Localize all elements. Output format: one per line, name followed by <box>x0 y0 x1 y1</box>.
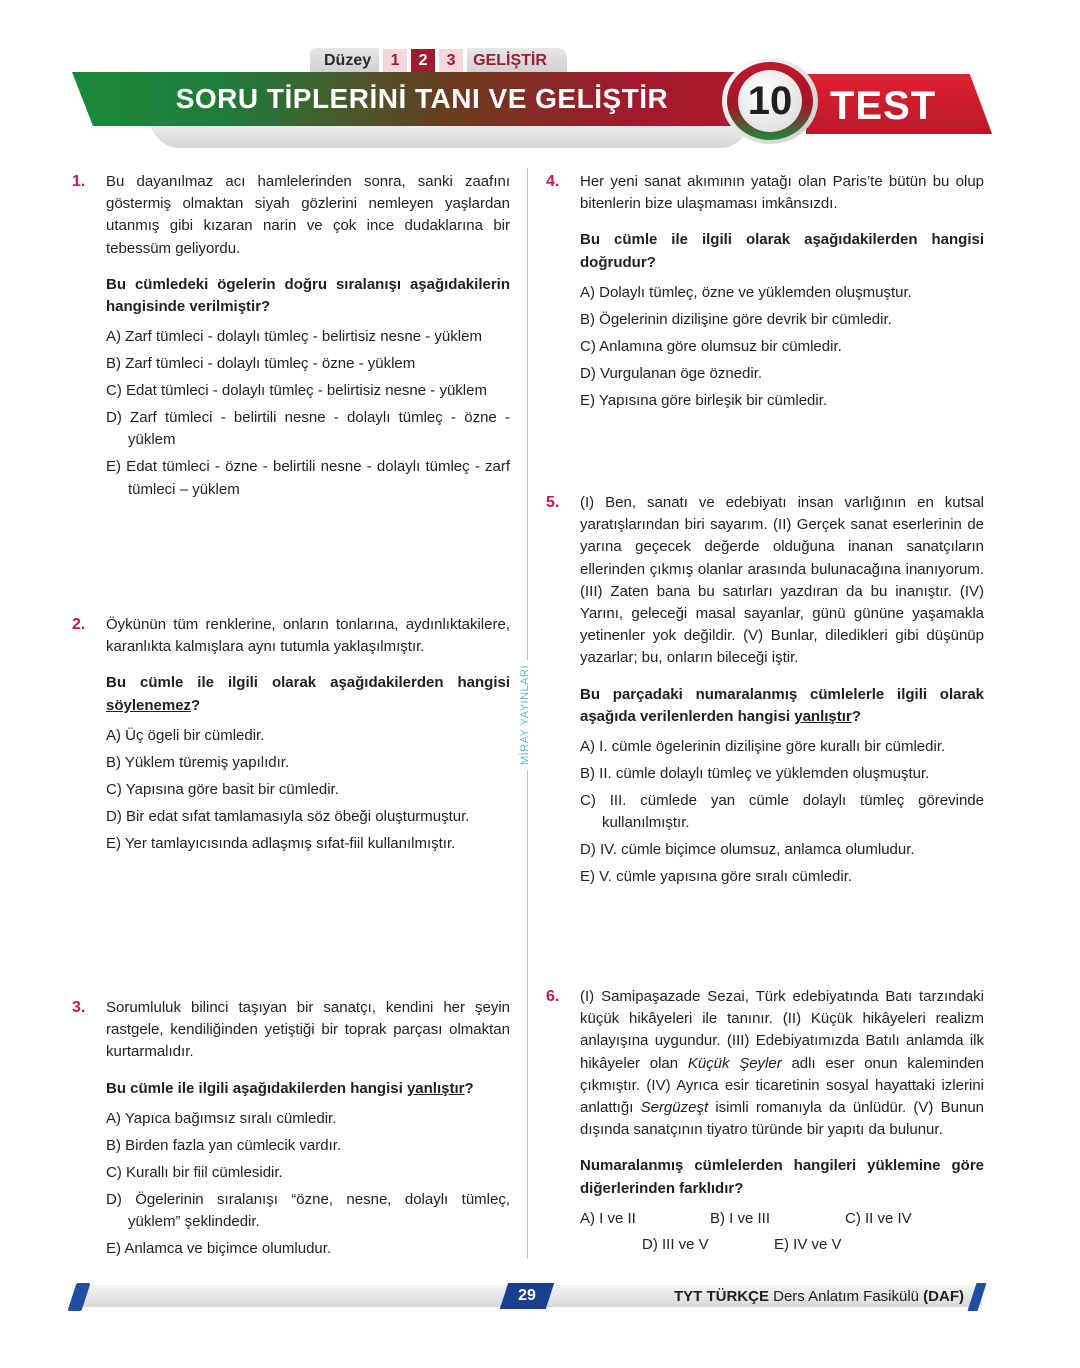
question-number: 2. <box>72 616 86 633</box>
footer-title <box>674 1286 964 1308</box>
stem-end: ? <box>464 1079 474 1097</box>
page-title: SORU TİPLERİNİ TANI VE GELİŞTİR <box>175 83 669 114</box>
question-text: (I) Ben, sanatı ve edebiyatı insan varlığının en kutsal yaratışlarından biri sayarım. (II) Gerçek sanat eserlerinin de yarına geçecek değerde olduğuna inanan sanatçıların ellerinden çıkmış olanlar arasında bulunacağına inanıyorum. (III) Zaten bana bu satırları yazdıran da bu inanıştır. (IV) Yarını, geleceği masal sayanlar, günü gününe yaşamakla yetinenler yok değildir. (V) Bunlar, diledikleri gibi düşünüp yazarlar; bu, onların bileceği iştir. <box>580 494 984 667</box>
question-text: Bu dayanılmaz acı hamlelerinden sonra, sanki zaafını göstermiş olmaktan siyah gözlerini nemleyen yaşlardan utanmış gibi kızaran narin ve çok ince dudaklarına bir tebessüm geliyordu. <box>106 173 510 257</box>
question-text <box>580 986 984 1141</box>
level-suffix: GELİŞTİR <box>467 48 567 74</box>
option-d[interactable]: D) III ve V <box>642 1235 709 1253</box>
footer-title-regular: Ders Anlatım Fasikülü <box>768 1288 924 1305</box>
option-e[interactable]: E) IV ve V <box>774 1235 842 1253</box>
option-a[interactable]: A) Yapıca bağımsız sıralı cümledir. <box>106 1109 337 1127</box>
question-2 <box>72 614 510 860</box>
page-number: 29 <box>518 1287 536 1304</box>
option-d[interactable]: D) Zarf tümleci - belirtili nesne - dolaylı tümleç - özne - yüklem <box>106 409 510 449</box>
footer-title-bold: TYT TÜRKÇE <box>673 1288 769 1305</box>
question-3 <box>72 997 510 1265</box>
book-title: Sergüzeşt <box>640 1099 709 1117</box>
option-b[interactable]: B) II. cümle dolaylı tümleç ve yüklemden oluşmuştur. <box>580 765 930 783</box>
text-part: (I) Samipaşazade Sezai, Türk edebiyatında Batı tarzındaki küçük hikâyeleri ile tanınır. (II) Küçük hikâyeleri realizm anlayışına uygundur. (III) Edebiyatımızda Batılı anlamda ilk hikâyeler olan <box>580 988 984 1072</box>
stem-text: Bu cümle ile ilgili aşağıdakilerden hangisi <box>106 1079 407 1097</box>
question-number: 1. <box>72 173 86 190</box>
option-c[interactable]: C) III. cümlede yan cümle dolaylı tümleç görevinde kullanılmıştır. <box>580 792 984 832</box>
question-text: Sorumluluk bilinci taşıyan bir sanatçı, kendini her şeyin rastgele, kendiliğinden yetiştiği bir toprak parçası olmaktan kurtarmalıdır. <box>106 999 510 1061</box>
option-a[interactable]: A) Üç ögeli bir cümledir. <box>106 726 265 744</box>
stem-text: Bu parçadaki numaralanmış cümlelerle ilgili olarak aşağıda verilenlerden hangisi <box>580 685 984 725</box>
level-3-box: 3 <box>439 49 463 73</box>
text-part: adlı eser onun kaleminden çıkmıştır. (IV) Ayrıca esir ticaretinin sosyal hayattaki izlerini anlattığı <box>580 1054 985 1117</box>
stem-underlined: yanlıştır <box>794 707 852 725</box>
stem-end: ? <box>191 696 201 714</box>
option-c[interactable]: C) Kurallı bir fiil cümlesidir. <box>106 1163 283 1181</box>
option-b[interactable]: B) Yüklem türemiş yapılıdır. <box>106 753 290 771</box>
options-list <box>580 282 984 412</box>
question-number: 4. <box>546 173 560 190</box>
option-d[interactable]: D) Ögelerinin sıralanışı “özne, nesne, dolaylı tümleç, yüklem” şeklindedir. <box>106 1190 510 1231</box>
stem-text: Bu cümle ile ilgili olarak aşağıdakilerden hangisi <box>106 674 510 692</box>
option-c[interactable]: C) Anlamına göre olumsuz bir cümledir. <box>580 337 842 355</box>
footer-title-suffix: (DAF) <box>923 1288 964 1305</box>
option-b[interactable]: B) I ve III <box>710 1209 771 1227</box>
option-b[interactable]: B) Birden fazla yan cümlecik vardır. <box>106 1136 342 1154</box>
option-b[interactable]: B) Zarf tümleci - dolaylı tümleç - özne - yüklem <box>106 355 416 373</box>
question-number: 6. <box>546 988 560 1005</box>
option-b[interactable]: B) Ögelerinin dizilişine göre devrik bir cümledir. <box>580 310 892 328</box>
question-1 <box>72 171 510 506</box>
stem-underlined: yanlıştır <box>406 1079 465 1097</box>
question-stem: Bu cümle ile ilgili olarak aşağıdakilerden hangisi doğrudur? <box>580 231 984 271</box>
option-e[interactable]: E) Edat tümleci - özne - belirtili nesne - dolaylı tümleç - zarf tümleci – yüklem <box>106 458 510 498</box>
option-c[interactable]: C) Edat tümleci - dolaylı tümleç - belirtisiz nesne - yüklem <box>106 382 487 400</box>
question-6 <box>546 986 985 1260</box>
text-part: isimli romanıyla da ünlüdür. (V) Bunun dışında sanatçının tiyatro türünde bir yapıtı da bulunur. <box>580 1099 985 1139</box>
question-text: Öykünün tüm renklerine, onların tonlarına, aydınlıktakilere, karanlıkta kalmışlara aynı tutumla yaklaşılmıştır. <box>106 616 510 656</box>
option-a[interactable]: A) I ve II <box>580 1209 636 1227</box>
question-stem: Numaralanmış cümlelerden hangileri yüklemine göre diğerlerinden farklıdır? <box>580 1157 984 1197</box>
option-e[interactable]: E) V. cümle yapısına göre sıralı cümledir. <box>580 868 853 886</box>
question-stem <box>106 672 510 716</box>
question-text: Her yeni sanat akımının yatağı olan Paris’te bütün bu olup bitenlerin bize ulaşmaması imkânsızdı. <box>580 173 984 213</box>
options-list <box>580 1208 984 1260</box>
question-number: 5. <box>546 494 560 511</box>
level-label: Düzey <box>310 48 379 74</box>
option-a[interactable]: A) Dolaylı tümleç, özne ve yüklemden oluşmuştur. <box>580 283 912 301</box>
level-1-box: 1 <box>383 49 407 73</box>
stem-end: ? <box>851 707 861 725</box>
options-list <box>106 1108 510 1260</box>
options-list <box>106 326 510 501</box>
stem-underlined: söylenemez <box>106 696 192 714</box>
question-stem <box>106 1078 510 1100</box>
option-d[interactable]: D) Vurgulanan öge öznedir. <box>580 364 763 382</box>
option-c[interactable]: C) Yapısına göre basit bir cümledir. <box>106 780 339 798</box>
option-a[interactable]: A) I. cümle ögelerinin dizilişine göre kurallı bir cümledir. <box>580 738 946 756</box>
side-brand: MİRAY YAYINLARI <box>519 660 537 770</box>
question-5 <box>546 492 984 893</box>
level-indicator <box>310 48 567 74</box>
test-number: 10 <box>738 70 802 132</box>
question-number: 3. <box>72 999 86 1016</box>
option-c[interactable]: C) II ve IV <box>845 1209 912 1227</box>
option-e[interactable]: E) Yer tamlayıcısında adlaşmış sıfat-fiil kullanılmıştır. <box>106 834 456 852</box>
question-stem: Bu cümledeki ögelerin doğru sıralanışı aşağıdakilerin hangisinde verilmiştir? <box>106 275 510 316</box>
option-d[interactable]: D) IV. cümle biçimce olumsuz, anlamca olumludur. <box>580 841 915 859</box>
question-4 <box>546 171 984 417</box>
option-e[interactable]: E) Anlamca ve biçimce olumludur. <box>106 1240 332 1258</box>
options-list <box>580 736 984 888</box>
level-2-box: 2 <box>411 49 435 73</box>
option-e[interactable]: E) Yapısına göre birleşik bir cümledir. <box>580 391 828 409</box>
option-a[interactable]: A) Zarf tümleci - dolaylı tümleç - belirtisiz nesne - yüklem <box>106 328 482 346</box>
options-list <box>106 725 510 855</box>
option-d[interactable]: D) Bir edat sıfat tamlamasıyla söz öbeği oluşturmuştur. <box>106 807 470 825</box>
question-stem <box>580 684 984 728</box>
book-title: Küçük Şeyler <box>687 1054 782 1072</box>
test-label: TEST <box>830 84 937 128</box>
